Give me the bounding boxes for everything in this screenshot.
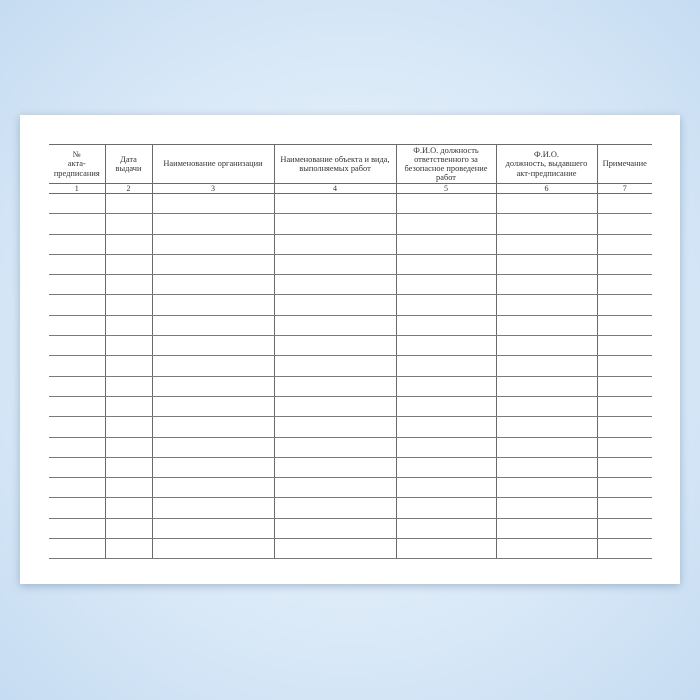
table-cell bbox=[597, 295, 652, 315]
table-cell bbox=[597, 518, 652, 538]
table-cell bbox=[597, 417, 652, 437]
table-cell bbox=[396, 437, 496, 457]
table-cell bbox=[49, 295, 105, 315]
table-cell bbox=[49, 417, 105, 437]
table-cell bbox=[496, 234, 597, 254]
table-cell bbox=[274, 234, 396, 254]
table-cell bbox=[496, 295, 597, 315]
table-cell bbox=[274, 396, 396, 416]
header-act-number: № акта- предписания bbox=[49, 145, 105, 184]
table-cell bbox=[49, 336, 105, 356]
table-cell bbox=[152, 437, 274, 457]
table-row bbox=[49, 214, 652, 234]
table-cell bbox=[274, 518, 396, 538]
table-cell bbox=[396, 518, 496, 538]
table-cell bbox=[597, 539, 652, 559]
table-cell bbox=[496, 336, 597, 356]
table-cell bbox=[496, 437, 597, 457]
table-cell bbox=[274, 315, 396, 335]
table-cell bbox=[396, 254, 496, 274]
table-cell bbox=[49, 254, 105, 274]
table-cell bbox=[152, 457, 274, 477]
table-cell bbox=[152, 396, 274, 416]
table-row bbox=[49, 396, 652, 416]
table-cell bbox=[152, 336, 274, 356]
table-cell bbox=[152, 315, 274, 335]
table-cell bbox=[49, 275, 105, 295]
header-issue-date: Дата выдачи bbox=[105, 145, 152, 184]
table-cell bbox=[105, 518, 152, 538]
table-cell bbox=[396, 478, 496, 498]
table-cell bbox=[396, 376, 496, 396]
table-row bbox=[49, 478, 652, 498]
table-cell bbox=[396, 214, 496, 234]
table-cell bbox=[597, 194, 652, 214]
table-row bbox=[49, 437, 652, 457]
table-cell bbox=[597, 437, 652, 457]
table-cell bbox=[152, 295, 274, 315]
table-cell bbox=[396, 498, 496, 518]
table-row bbox=[49, 336, 652, 356]
table-cell bbox=[496, 214, 597, 234]
table-cell bbox=[152, 194, 274, 214]
table-cell bbox=[597, 234, 652, 254]
column-number: 3 bbox=[152, 184, 274, 194]
table-row bbox=[49, 498, 652, 518]
table-cell bbox=[396, 315, 496, 335]
header-object-and-work-type: Наименование объекта и вида, выполняемых работ bbox=[274, 145, 396, 184]
table-cell bbox=[105, 539, 152, 559]
table-cell bbox=[274, 275, 396, 295]
table-cell bbox=[597, 478, 652, 498]
header-row bbox=[49, 145, 652, 184]
table-cell bbox=[597, 498, 652, 518]
table-cell bbox=[496, 457, 597, 477]
table-cell bbox=[105, 275, 152, 295]
table-cell bbox=[597, 396, 652, 416]
table-cell bbox=[396, 234, 496, 254]
table-cell bbox=[274, 417, 396, 437]
table-cell bbox=[274, 254, 396, 274]
table-cell bbox=[396, 275, 496, 295]
table-cell bbox=[496, 275, 597, 295]
table-cell bbox=[49, 214, 105, 234]
table-cell bbox=[49, 498, 105, 518]
table-cell bbox=[152, 376, 274, 396]
header-organization-name: Наименование организации bbox=[152, 145, 274, 184]
table-cell bbox=[105, 498, 152, 518]
table-cell bbox=[396, 417, 496, 437]
table-cell bbox=[152, 539, 274, 559]
table-row bbox=[49, 376, 652, 396]
table-cell bbox=[496, 417, 597, 437]
table-cell bbox=[496, 356, 597, 376]
column-number: 1 bbox=[49, 184, 105, 194]
table-cell bbox=[274, 194, 396, 214]
table-cell bbox=[274, 478, 396, 498]
table-cell bbox=[152, 234, 274, 254]
table-cell bbox=[152, 518, 274, 538]
column-number: 5 bbox=[396, 184, 496, 194]
table-cell bbox=[105, 254, 152, 274]
table-cell bbox=[396, 396, 496, 416]
table-cell bbox=[105, 478, 152, 498]
table-cell bbox=[496, 254, 597, 274]
register-sheet bbox=[20, 115, 680, 584]
table-cell bbox=[274, 214, 396, 234]
table-cell bbox=[496, 539, 597, 559]
table-cell bbox=[496, 518, 597, 538]
table-cell bbox=[152, 498, 274, 518]
table-cell bbox=[274, 356, 396, 376]
table-cell bbox=[152, 356, 274, 376]
table-cell bbox=[49, 194, 105, 214]
table-row bbox=[49, 315, 652, 335]
table-cell bbox=[49, 376, 105, 396]
column-number-row bbox=[49, 184, 652, 194]
table-cell bbox=[49, 518, 105, 538]
column-number: 7 bbox=[597, 184, 652, 194]
column-number: 6 bbox=[496, 184, 597, 194]
table-cell bbox=[105, 214, 152, 234]
table-cell bbox=[105, 315, 152, 335]
table-cell bbox=[274, 376, 396, 396]
table-cell bbox=[49, 539, 105, 559]
column-number: 4 bbox=[274, 184, 396, 194]
table-row bbox=[49, 234, 652, 254]
table-cell bbox=[597, 336, 652, 356]
header-responsible-person: Ф.И.О. должность ответственного за безопасное проведение работ bbox=[396, 145, 496, 184]
table-cell bbox=[105, 376, 152, 396]
table-cell bbox=[597, 315, 652, 335]
table-cell bbox=[49, 478, 105, 498]
table-cell bbox=[274, 336, 396, 356]
table-row bbox=[49, 356, 652, 376]
table-row bbox=[49, 457, 652, 477]
table-cell bbox=[152, 417, 274, 437]
table-cell bbox=[152, 275, 274, 295]
table-cell bbox=[396, 295, 496, 315]
table-cell bbox=[152, 214, 274, 234]
table-cell bbox=[49, 234, 105, 254]
table-cell bbox=[49, 315, 105, 335]
table-cell bbox=[274, 498, 396, 518]
register-table bbox=[49, 144, 652, 559]
table-cell bbox=[49, 457, 105, 477]
register-body bbox=[49, 194, 652, 559]
table-cell bbox=[49, 437, 105, 457]
table-cell bbox=[49, 396, 105, 416]
table-cell bbox=[396, 194, 496, 214]
header-issuer: Ф.И.О. должность, выдавшего акт-предписание bbox=[496, 145, 597, 184]
table-cell bbox=[597, 376, 652, 396]
table-cell bbox=[105, 295, 152, 315]
table-row bbox=[49, 194, 652, 214]
table-cell bbox=[496, 376, 597, 396]
table-cell bbox=[105, 356, 152, 376]
table-cell bbox=[597, 457, 652, 477]
table-cell bbox=[396, 457, 496, 477]
table-cell bbox=[105, 194, 152, 214]
table-cell bbox=[105, 234, 152, 254]
table-cell bbox=[496, 498, 597, 518]
table-cell bbox=[105, 396, 152, 416]
table-cell bbox=[396, 356, 496, 376]
table-cell bbox=[597, 275, 652, 295]
table-cell bbox=[597, 214, 652, 234]
table-cell bbox=[152, 254, 274, 274]
table-cell bbox=[274, 295, 396, 315]
table-row bbox=[49, 275, 652, 295]
table-row bbox=[49, 518, 652, 538]
table-cell bbox=[496, 396, 597, 416]
table-cell bbox=[105, 437, 152, 457]
table-row bbox=[49, 254, 652, 274]
table-cell bbox=[496, 194, 597, 214]
table-row bbox=[49, 295, 652, 315]
table-cell bbox=[49, 356, 105, 376]
column-number: 2 bbox=[105, 184, 152, 194]
table-cell bbox=[274, 539, 396, 559]
table-cell bbox=[597, 356, 652, 376]
table-cell bbox=[152, 478, 274, 498]
table-cell bbox=[496, 478, 597, 498]
table-cell bbox=[105, 417, 152, 437]
table-cell bbox=[396, 539, 496, 559]
table-cell bbox=[597, 254, 652, 274]
table-cell bbox=[496, 315, 597, 335]
table-cell bbox=[105, 336, 152, 356]
header-notes: Примечание bbox=[597, 145, 652, 184]
table-cell bbox=[396, 336, 496, 356]
table-row bbox=[49, 417, 652, 437]
table-cell bbox=[274, 457, 396, 477]
table-row bbox=[49, 539, 652, 559]
table-cell bbox=[274, 437, 396, 457]
table-cell bbox=[105, 457, 152, 477]
